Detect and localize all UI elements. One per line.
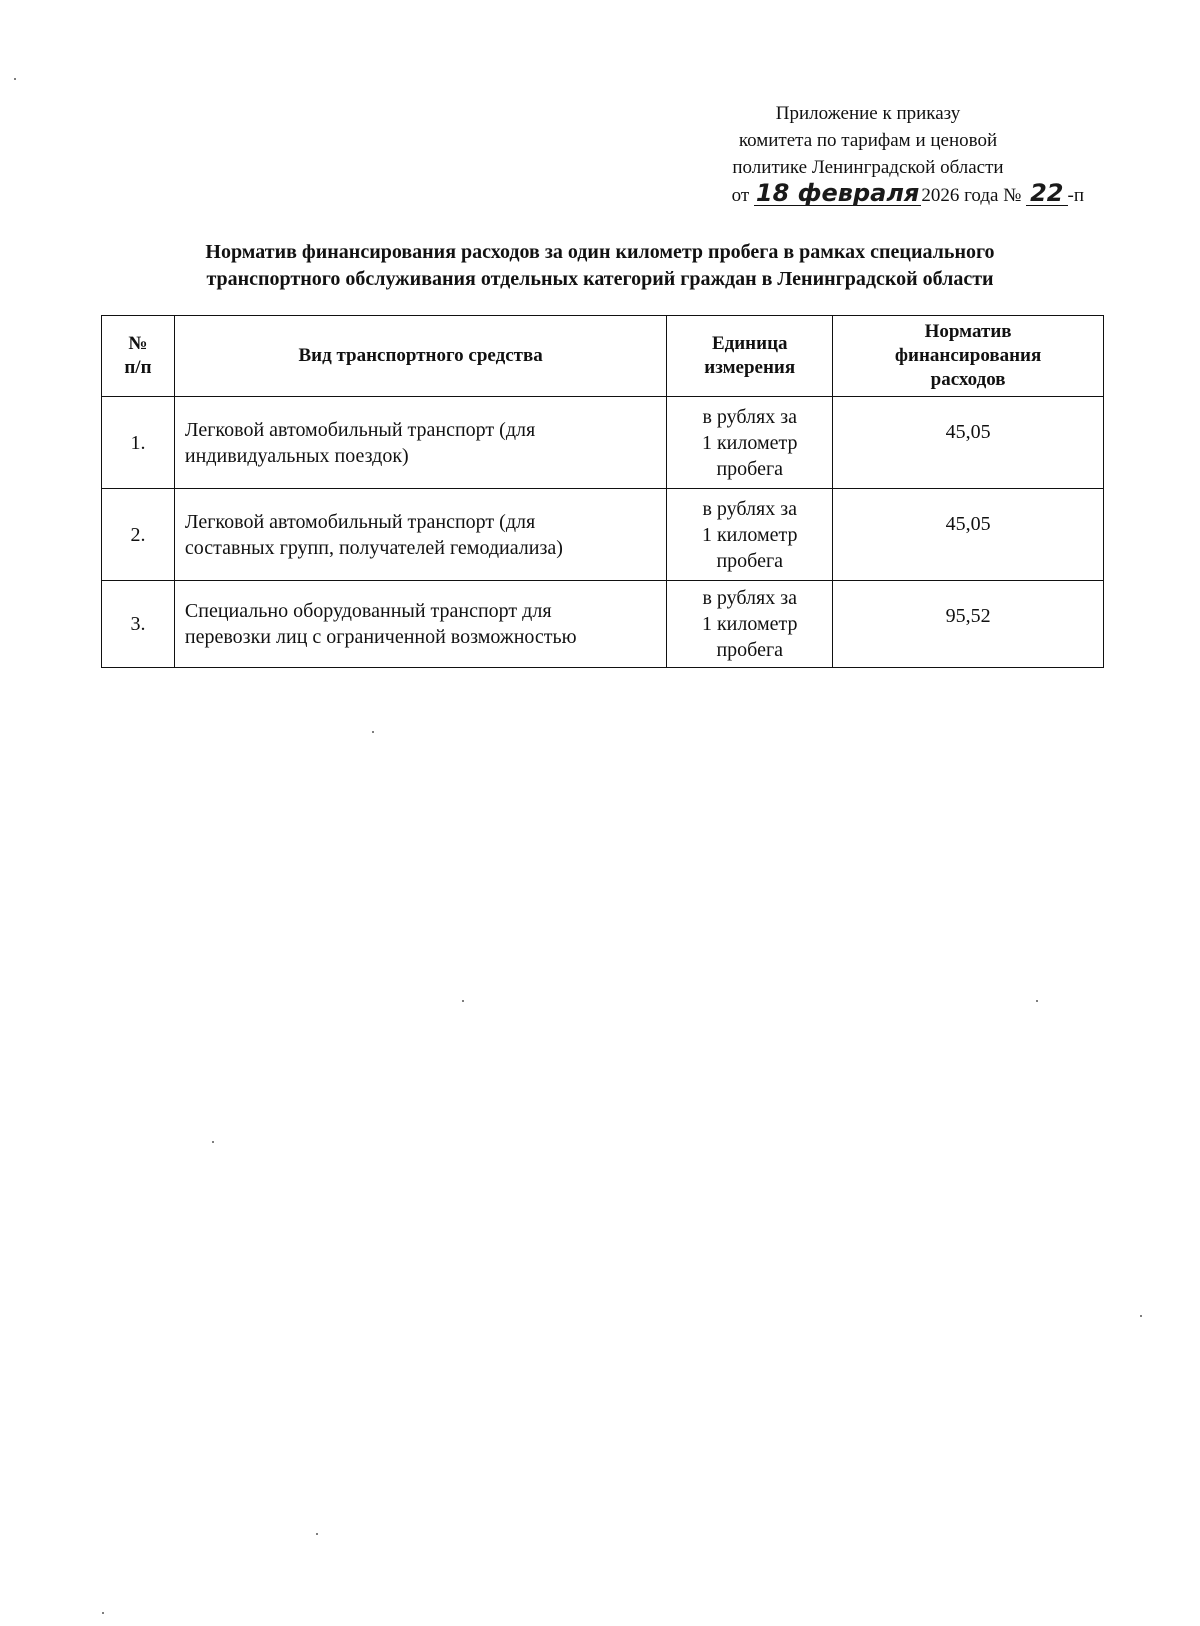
header-num: [102, 316, 175, 397]
order-number-suffix: -п: [1067, 185, 1084, 206]
scan-speck: [1140, 1315, 1142, 1317]
row-unit-line-1: в рублях за: [702, 587, 798, 609]
row-unit-line-1: в рублях за: [702, 405, 798, 428]
row-value: 45,05: [833, 489, 1104, 581]
row-unit: [667, 397, 833, 489]
row-unit-line-3: пробега: [716, 639, 784, 661]
row-type-line-2: составных групп, получателей гемодиализа): [184, 536, 563, 559]
scan-speck: [212, 1141, 214, 1143]
row-value: 95,52: [833, 581, 1104, 668]
row-value: 45,05: [833, 397, 1104, 489]
row-unit-line-2: 1 километр: [701, 613, 798, 635]
table-header-row: [102, 316, 1104, 397]
header-norm: [833, 316, 1104, 397]
header-norm-line-3: расходов: [930, 369, 1006, 390]
document-title: [100, 239, 1100, 293]
annex-date-line: [678, 181, 1084, 209]
scan-speck: [14, 78, 16, 80]
row-unit-line-2: 1 километр: [701, 431, 798, 454]
date-prefix: от: [731, 185, 750, 206]
row-type: [174, 489, 666, 581]
annex-line-2: комитета по тарифам и ценовой: [738, 130, 998, 151]
row-type-line-2: перевозки лиц с ограниченной возможностью: [184, 626, 577, 648]
table-row: [102, 489, 1104, 581]
row-type: [174, 397, 666, 489]
row-unit-line-2: 1 километр: [701, 523, 798, 546]
header-norm-line-1: Норматив: [924, 321, 1012, 342]
scan-speck: [372, 731, 374, 733]
row-unit-line-1: в рублях за: [702, 497, 798, 520]
row-type-line-1: Специально оборудованный транспорт для: [184, 600, 552, 622]
header-num-line-2: п/п: [124, 357, 152, 378]
row-type-line-2: индивидуальных поездок): [184, 444, 409, 467]
row-num: 2.: [102, 489, 175, 581]
header-num-line-1: №: [128, 333, 148, 354]
scan-speck: [462, 1000, 464, 1002]
handwritten-order-number: 22: [1026, 181, 1067, 206]
row-num: 3.: [102, 581, 175, 668]
annex-line-1: Приложение к приказу: [775, 103, 961, 124]
scan-speck: [1036, 1000, 1038, 1002]
header-unit-line-1: Единица: [711, 333, 788, 354]
date-suffix: 2026 года №: [921, 185, 1022, 206]
header-norm-line-2: финансирования: [894, 345, 1042, 366]
row-unit-line-3: пробега: [716, 457, 784, 480]
row-unit: [667, 581, 833, 668]
table-row: [102, 581, 1104, 668]
row-unit-line-3: пробега: [716, 549, 784, 572]
scan-speck: [102, 1612, 104, 1614]
title-line-2: транспортного обслуживания отдельных категорий граждан в Ленинградской области: [206, 268, 994, 290]
row-type-line-1: Легковой автомобильный транспорт (для: [184, 418, 536, 441]
annex-line-3: политике Ленинградской области: [732, 157, 1004, 178]
financing-norms-table: [101, 315, 1104, 668]
row-unit: [667, 489, 833, 581]
row-type-line-1: Легковой автомобильный транспорт (для: [184, 510, 536, 533]
scan-speck: [316, 1533, 318, 1535]
row-type: [174, 581, 666, 668]
header-unit: [667, 316, 833, 397]
header-unit-line-2: измерения: [704, 357, 796, 378]
table-row: [102, 397, 1104, 489]
header-type: Вид транспортного средства: [174, 316, 666, 397]
annex-header: [678, 100, 1084, 209]
handwritten-date: 18 февраля: [755, 179, 920, 207]
row-num: 1.: [102, 397, 175, 489]
title-line-1: Норматив финансирования расходов за один километр пробега в рамках специального: [205, 241, 995, 263]
